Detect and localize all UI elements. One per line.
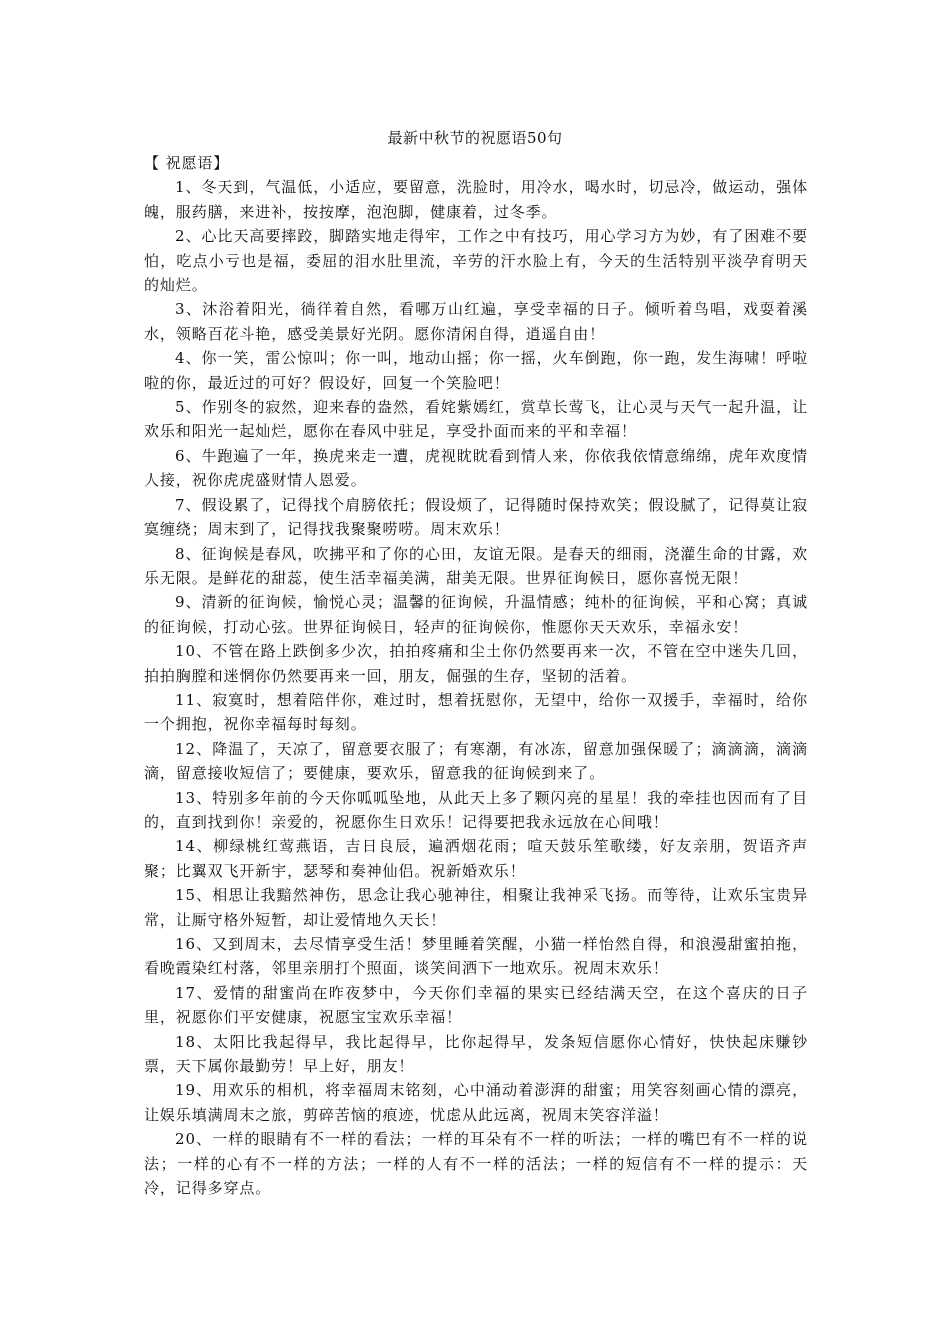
list-item: 4、你一笑，雷公惊叫；你一叫，地动山摇；你一摇，火车倒跑，你一跑，发生海啸！呼啦啦的你，最近过的可好？假设好，回复一个笑脸吧！ (144, 349, 808, 392)
list-item: 9、清新的征询候，愉悦心灵；温馨的征询候，升温情感；纯朴的征询候，平和心窝；真诚的征询候，打动心弦。世界征询候日，轻声的征询候你，惟愿你天天欢乐，幸福永安！ (144, 593, 808, 636)
list-item: 13、特别多年前的今天你呱呱坠地，从此天上多了颗闪亮的星星！我的牵挂也因而有了目的，直到找到你！亲爱的，祝愿你生日欢乐！记得要把我永远放在心间哦！ (144, 788, 808, 831)
list-item: 15、相思让我黯然神伤，思念让我心驰神往，相聚让我神采飞扬。而等待，让欢乐宝贵异常，让厮守格外短暂，却让爱情地久天长！ (144, 886, 808, 929)
list-item: 7、假设累了，记得找个肩膀依托；假设烦了，记得随时保持欢笑；假设腻了，记得莫让寂寞缠绕；周末到了，记得找我聚聚唠唠。周末欢乐！ (144, 495, 808, 539)
list-item: 19、用欢乐的相机，将幸福周末铭刻，心中涌动着澎湃的甜蜜；用笑容刻画心情的漂亮，让娱乐填满周末之旅，剪碎苦恼的痕迹，忧虑从此远离，祝周末笑容洋溢！ (144, 1081, 808, 1124)
list-item: 5、作别冬的寂然，迎来春的盎然，看姹紫嫣红，赏草长莺飞，让心灵与天气一起升温，让欢乐和阳光一起灿烂，愿你在春风中驻足，享受扑面而来的平和幸福！ (144, 398, 808, 441)
list-item: 16、又到周末，去尽情享受生活！梦里睡着笑醒，小猫一样怡然自得，和浪漫甜蜜拍拖，看晚霞染红村落，邻里亲朋打个照面，谈笑间洒下一地欢乐。祝周末欢乐！ (144, 935, 808, 978)
list-item: 18、太阳比我起得早，我比起得早，比你起得早，发条短信愿你心情好，快快起床赚钞票，天下属你最勤劳！早上好，朋友！ (144, 1032, 808, 1076)
list-item: 6、牛跑遍了一年，换虎来走一遭，虎视眈眈看到情人来，你依我依情意绵绵，虎年欢度情人接，祝你虎虎盛财情人恩爱。 (144, 446, 808, 490)
document-body (144, 151, 808, 1200)
list-item: 17、爱情的甜蜜尚在昨夜梦中，今天你们幸福的果实已经结满天空，在这个喜庆的日子里，祝愿你们平安健康，祝愿宝宝欢乐幸福！ (144, 983, 808, 1027)
list-item: 12、降温了，天凉了，留意要衣服了；有寒潮，有冰冻，留意加强保暖了；滴滴滴，滴滴滴，留意接收短信了；要健康，要欢乐，留意我的征询候到来了。 (144, 739, 808, 783)
list-item: 10、不管在路上跌倒多少次，拍拍疼痛和尘土你仍然要再来一次，不管在空中迷失几回，拍拍胸膛和迷惘你仍然要再来一回，朋友，倔强的生存，坚韧的活着。 (144, 642, 808, 685)
section-heading: 【 祝愿语】 (144, 154, 230, 172)
list-item: 2、心比天高要摔跤，脚踏实地走得牢，工作之中有技巧，用心学习方为妙，有了困难不要怕，吃点小亏也是福，委屈的泪水肚里流，辛劳的汗水脸上有，今天的生活特别平淡孕育明天的灿烂。 (144, 227, 808, 295)
list-item: 20、一样的眼睛有不一样的看法；一样的耳朵有不一样的听法；一样的嘴巴有不一样的说法；一样的心有不一样的方法；一样的人有不一样的活法；一样的短信有不一样的提示：天冷，记得多穿点。 (144, 1130, 808, 1198)
list-item: 11、寂寞时，想着陪伴你，难过时，想着抚慰你，无望中，给你一双援手，幸福时，给你一个拥抱，祝你幸福每时每刻。 (144, 690, 808, 734)
list-item: 8、征询候是春风，吹拂平和了你的心田，友谊无限。是春天的细雨，浇灌生命的甘露，欢乐无限。是鲜花的甜蕊，使生活幸福美满，甜美无限。世界征询候日，愿你喜悦无限！ (144, 544, 808, 587)
list-item: 14、柳绿桃红莺燕语，吉日良辰，遍洒烟花雨；喧天鼓乐笙歌缕，好友亲朋，贺语齐声聚；比翼双飞开新宇，瑟琴和奏神仙侣。祝新婚欢乐！ (144, 837, 808, 880)
document-title: 最新中秋节的祝愿语50句 (387, 129, 563, 147)
list-item: 1、冬天到，气温低，小适应，要留意，洗脸时，用冷水，喝水时，切忌冷，做运动，强体魄，服药膳，来进补，按按摩，泡泡脚，健康着，过冬季。 (144, 178, 808, 221)
list-item: 3、沐浴着阳光，徜徉着自然，看哪万山红遍，享受幸福的日子。倾听着鸟唱，戏耍着溪水，领略百花斗艳，感受美景好光阴。愿你清闲自得，逍遥自由！ (144, 300, 808, 343)
